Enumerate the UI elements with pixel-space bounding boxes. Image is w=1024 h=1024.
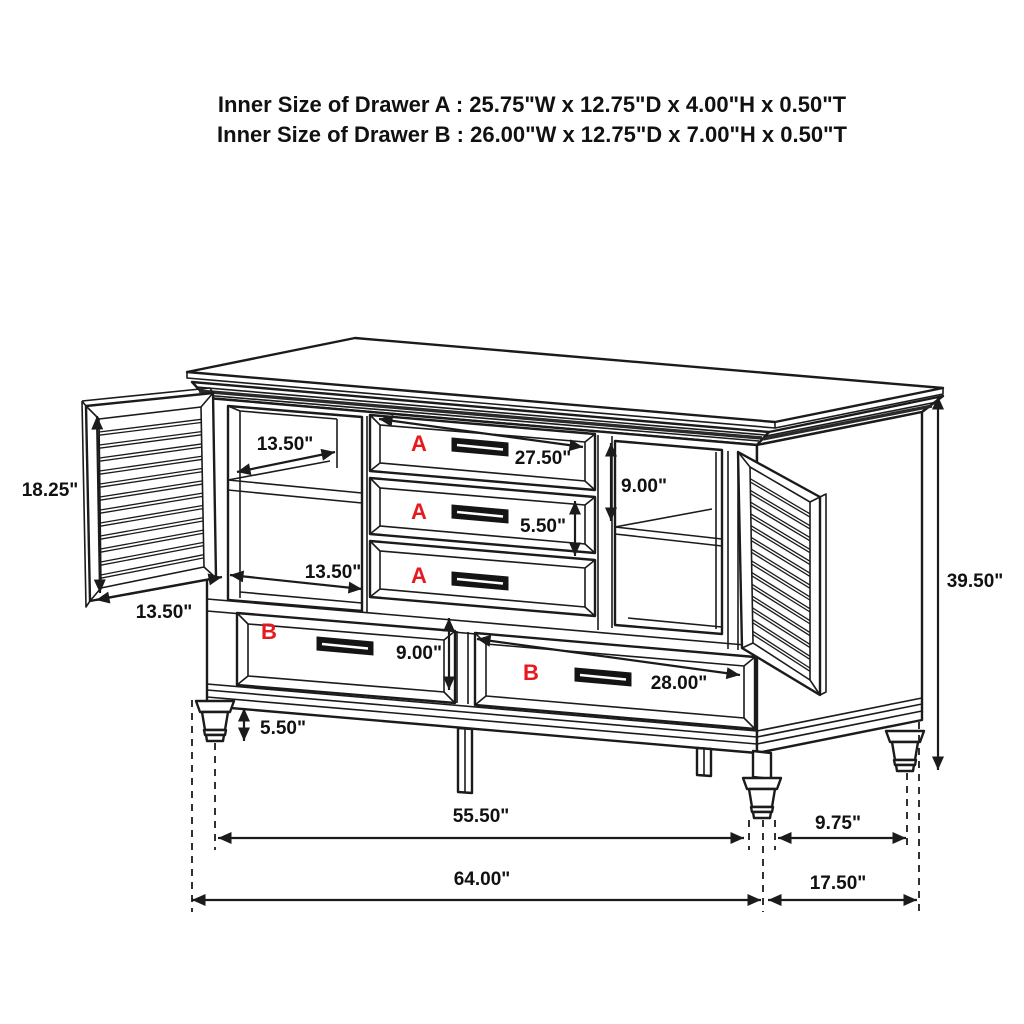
label-drawer-a-width: 27.50" xyxy=(514,448,572,469)
label-leg-height: 5.50" xyxy=(260,718,306,739)
right-compartment xyxy=(615,441,722,634)
label-right-shelf-height: 9.00" xyxy=(621,476,667,497)
label-drawer-b-width: 28.00" xyxy=(650,673,708,694)
label-overall-depth: 17.50" xyxy=(809,873,867,894)
drawer-b-right-letter: B xyxy=(523,660,539,685)
label-drawer-a-height: 5.50" xyxy=(520,516,566,537)
left-louvered-door xyxy=(82,388,216,607)
drawer-a3-letter: A xyxy=(411,563,427,588)
label-front-leg-span: 55.50" xyxy=(452,806,510,827)
label-left-compartment-bottom: 13.50" xyxy=(304,562,362,583)
label-overall-width: 64.00" xyxy=(453,869,511,890)
title-line-2: Inner Size of Drawer B : 26.00"W x 12.75"D x 7.00"H x 0.50"T xyxy=(217,122,847,147)
drawer-a1-letter: A xyxy=(411,431,427,456)
label-drawer-b-height: 9.00" xyxy=(396,643,442,664)
label-door-width: 13.50" xyxy=(135,602,193,623)
label-left-shelf-width: 13.50" xyxy=(256,434,314,455)
front-left-leg xyxy=(196,701,234,741)
title-line-1: Inner Size of Drawer A : 25.75"W x 12.75"D x 4.00"H x 0.50"T xyxy=(217,92,847,117)
drawer-a2-letter: A xyxy=(411,499,427,524)
label-door-height: 18.25" xyxy=(21,480,79,501)
label-side-leg-span: 9.75" xyxy=(815,813,861,834)
drawer-b-left-letter: B xyxy=(261,619,277,644)
label-overall-height: 39.50" xyxy=(946,571,1004,592)
front-center-leg xyxy=(743,778,781,818)
